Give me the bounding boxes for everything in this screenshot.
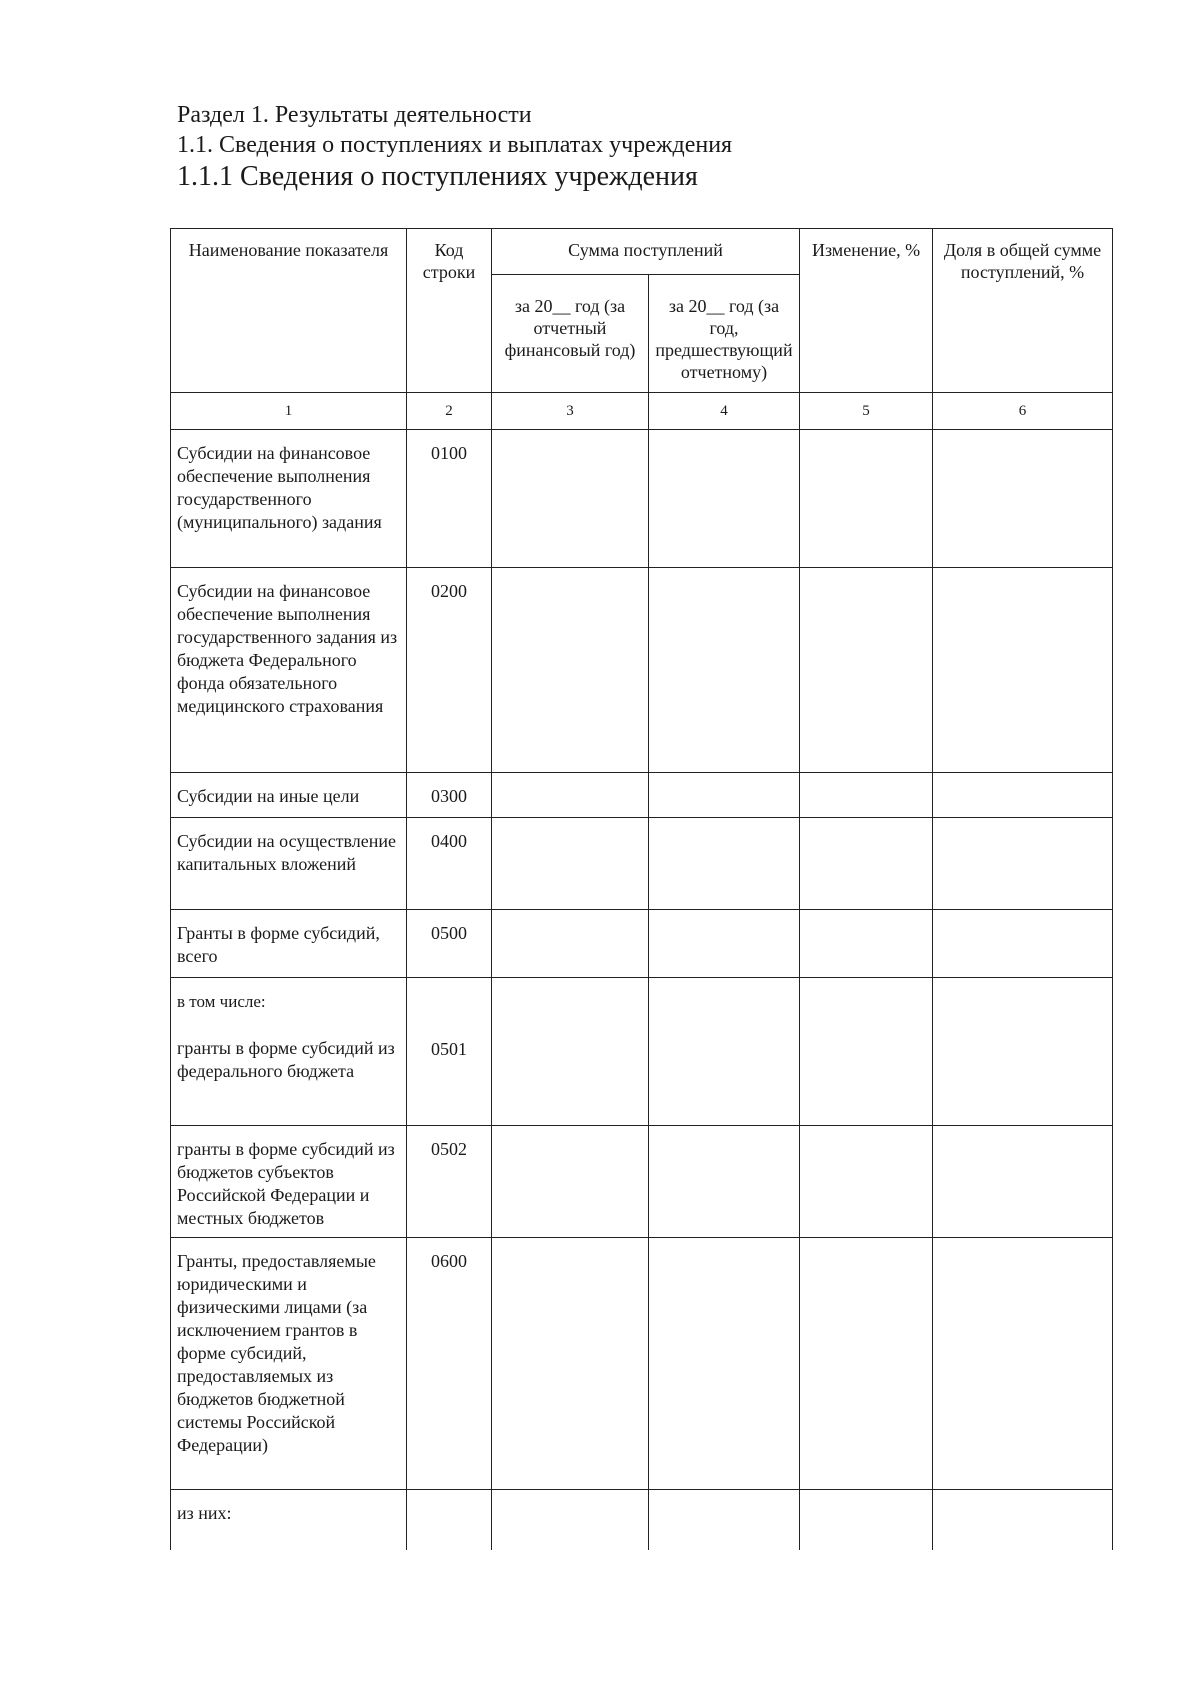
row-name: гранты в форме субсидий из бюджетов субъектов Российской Федерации и местных бюджетов: [171, 1126, 407, 1238]
cell-sum-previous: [649, 773, 800, 818]
header-sum: Сумма поступлений: [492, 229, 800, 275]
subsection-title: 1.1. Сведения о поступлениях и выплатах учреждения: [177, 132, 733, 158]
column-numbers-row: [171, 393, 1113, 430]
cell-change: [800, 773, 933, 818]
table-row: [171, 430, 1113, 568]
cell-sum-current: [492, 430, 649, 568]
cell-sum-current: [492, 978, 649, 1126]
header-code: Код строки: [407, 229, 492, 393]
table-row: [171, 818, 1113, 910]
table-row: [171, 1126, 1113, 1238]
row-code: 0200: [407, 568, 492, 773]
row-code: 0502: [407, 1126, 492, 1238]
table-row: [171, 1238, 1113, 1490]
cell-share: [933, 910, 1113, 978]
cell-change: [800, 978, 933, 1126]
row-name: Субсидии на финансовое обеспечение выполнения государственного задания из бюджета Федерального фонда обязательного медицинского страхования: [171, 568, 407, 773]
cell-sum-current: [492, 910, 649, 978]
cell-sum-previous: [649, 568, 800, 773]
column-number: 1: [171, 393, 407, 430]
cell-change: [800, 430, 933, 568]
header-share: Доля в общей сумме поступлений, %: [933, 229, 1113, 393]
receipts-table: [170, 228, 1113, 1570]
column-number: 3: [492, 393, 649, 430]
row-name: гранты в форме субсидий из федерального бюджета: [177, 1038, 395, 1081]
cell-sum-previous: [649, 910, 800, 978]
column-number: 2: [407, 393, 492, 430]
cell-change: [800, 1238, 933, 1490]
group-label: в том числе:: [177, 992, 266, 1011]
row-name: Гранты, предоставляемые юридическими и физическими лицами (за исключением грантов в форме субсидий, предоставляемых из бюджетов бюджетной системы Российской Федерации): [171, 1238, 407, 1490]
table-row: [171, 910, 1113, 978]
cell-change: [800, 568, 933, 773]
cell-sum-current: [492, 1126, 649, 1238]
row-code: 0400: [407, 818, 492, 910]
cell-share: [933, 568, 1113, 773]
column-number: 5: [800, 393, 933, 430]
page-headings: [177, 100, 1127, 194]
cell-sum-current: [492, 773, 649, 818]
column-number: 4: [649, 393, 800, 430]
header-sum-previous: за 20__ год (за год, предшествующий отчетному): [649, 275, 800, 393]
cell-sum-previous: [649, 1238, 800, 1490]
table-row: [171, 978, 1113, 1126]
cell-share: [933, 818, 1113, 910]
subsubsection-title: 1.1.1 Сведения о поступлениях учреждения: [177, 161, 698, 192]
header-sum-current: за 20__ год (за отчетный финансовый год): [492, 275, 649, 393]
row-name-cell: [171, 978, 407, 1126]
row-code: 0300: [407, 773, 492, 818]
column-number: 6: [933, 393, 1113, 430]
cell-sum-previous: [649, 978, 800, 1126]
cell-share: [933, 1238, 1113, 1490]
cell-sum-current: [492, 568, 649, 773]
row-code: 0100: [407, 430, 492, 568]
row-name: Субсидии на иные цели: [171, 773, 407, 818]
table-row: [171, 773, 1113, 818]
section-title: Раздел 1. Результаты деятельности: [177, 102, 532, 128]
cell-sum-current: [492, 818, 649, 910]
cell-sum-previous: [649, 1126, 800, 1238]
cell-change: [800, 1126, 933, 1238]
row-name: из них:: [171, 1490, 407, 1570]
table-row: [171, 568, 1113, 773]
page-bottom-margin: [0, 1550, 1200, 1697]
row-name: Гранты в форме субсидий, всего: [171, 910, 407, 978]
header-change: Изменение, %: [800, 229, 933, 393]
row-code: 0600: [407, 1238, 492, 1490]
row-code: 0500: [407, 910, 492, 978]
cell-sum-previous: [649, 818, 800, 910]
row-code: 0501: [407, 978, 492, 1126]
header-name: Наименование показателя: [171, 229, 407, 393]
cell-change: [800, 910, 933, 978]
cell-share: [933, 1126, 1113, 1238]
cell-sum-current: [492, 1238, 649, 1490]
cell-change: [800, 818, 933, 910]
cell-sum-previous: [649, 430, 800, 568]
row-name: Субсидии на финансовое обеспечение выполнения государственного (муниципального) задания: [171, 430, 407, 568]
cell-share: [933, 430, 1113, 568]
row-name: Субсидии на осуществление капитальных вложений: [171, 818, 407, 910]
cell-share: [933, 773, 1113, 818]
cell-share: [933, 978, 1113, 1126]
